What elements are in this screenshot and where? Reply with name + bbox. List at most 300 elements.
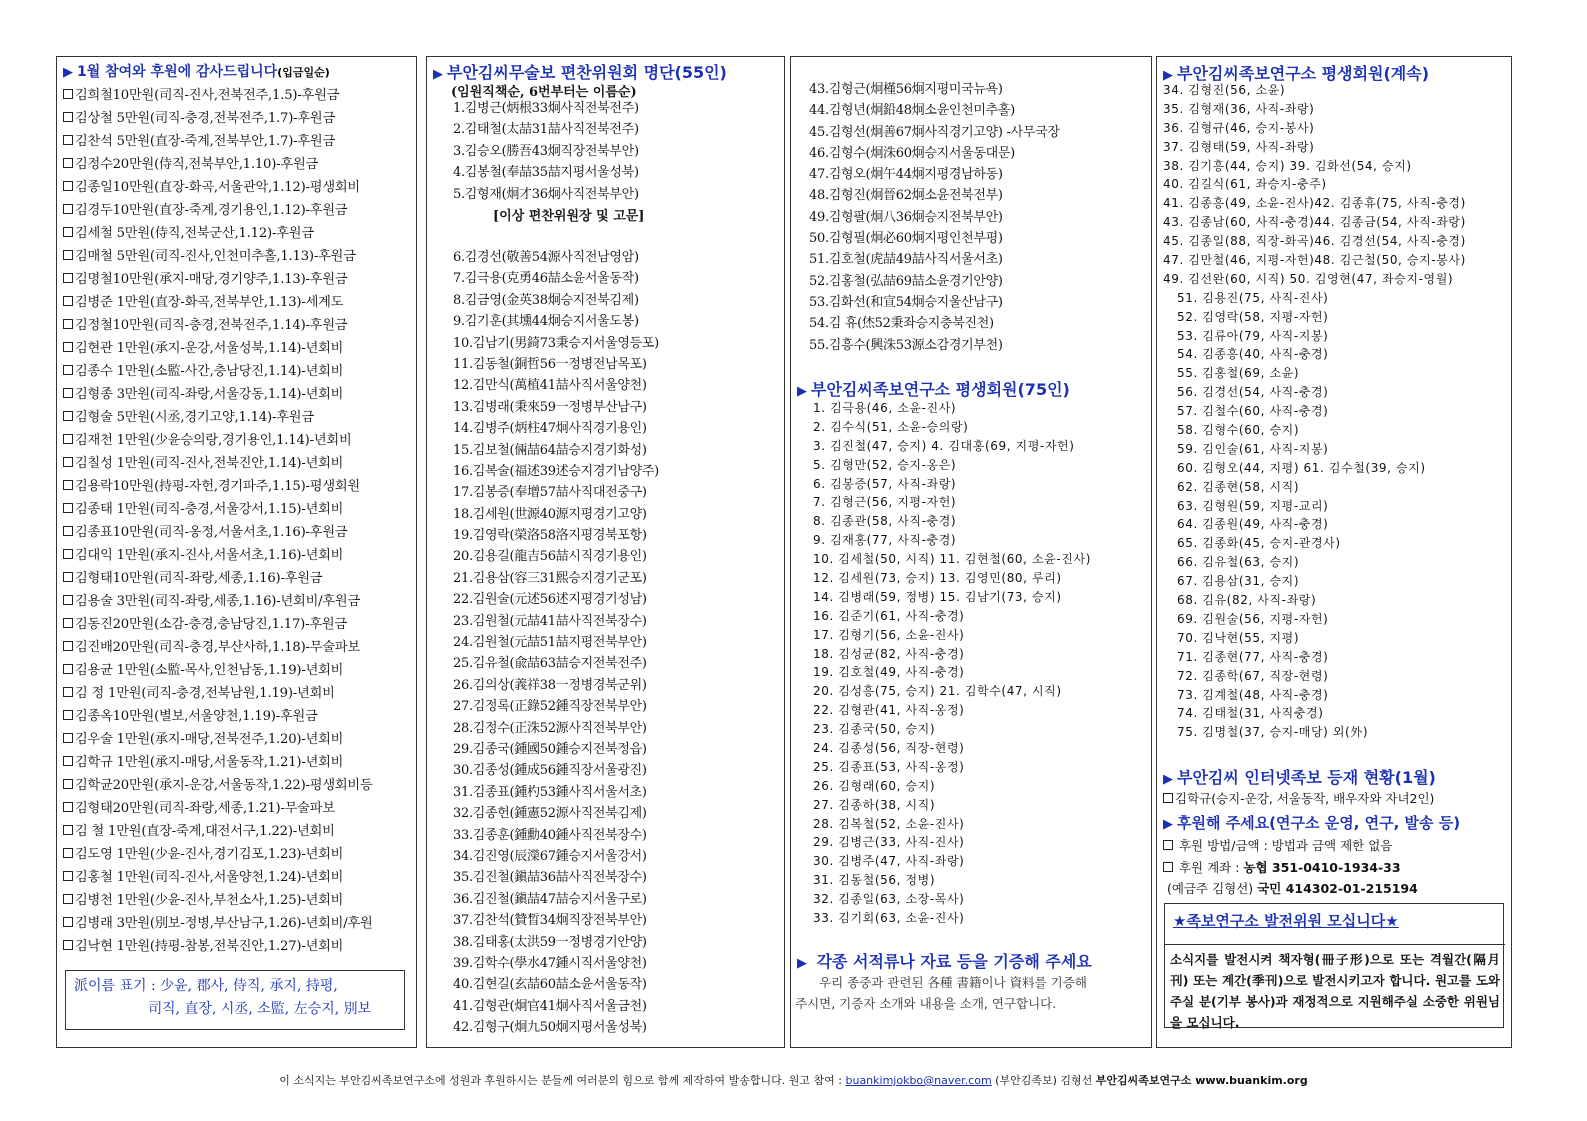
checkbox-icon [63, 411, 73, 421]
list-item-text: 김진배20만원(司직-충경,부산사하,1.18)-무술파보 [75, 640, 360, 655]
list-item-text: 9.김기훈(其壎44炯승지서울도봉) [453, 314, 639, 330]
list-item-text: 17.김봉증(奉增57喆사직대전중구) [453, 485, 647, 501]
list-item-text: 57. 김철수(60, 사직-충경) [1177, 404, 1329, 419]
list-item [1157, 629, 1466, 648]
list-item [791, 796, 1091, 815]
list-item-text: 김종일10만원(直장-화곡,서울관악,1.12)-평생회비 [75, 180, 360, 195]
list-item-text: 41. 김종흥(49, 소윤-진사)42. 김종휴(75, 사직-충경) [1163, 196, 1466, 211]
list-item-text: 1. 김극용(46, 소윤-진사) [813, 401, 957, 415]
list-item [791, 512, 1091, 531]
footer-text: (부안김족보) 김형선 [991, 1074, 1096, 1087]
list-item-text: 55. 김홍철(69, 소윤) [1177, 366, 1300, 381]
list-item [791, 292, 1060, 313]
list-item [791, 890, 1091, 909]
list-item-text: 14.김병주(炳柱47炯사직경기용인) [453, 421, 647, 437]
checkbox-icon [63, 89, 73, 99]
list-item [1157, 572, 1466, 591]
list-item [427, 98, 639, 119]
members-column [790, 56, 1152, 1048]
list-item [57, 751, 373, 774]
list-item-text: 38.김태홍(太洪59一정병경기안양) [453, 934, 647, 950]
donation-column [56, 56, 417, 1048]
support-account-label: 후원 계좌 : [1178, 860, 1244, 875]
list-item-text: 26. 김형래(60, 승지) [813, 778, 936, 793]
list-item [1157, 138, 1466, 157]
checkbox-icon [63, 595, 73, 605]
list-item-text: 16. 김준기(61, 사직-충경) [813, 608, 965, 623]
list-item [57, 199, 373, 222]
list-item [791, 758, 1091, 777]
list-item-text: 21.김용삼(容三31熙승지경기군포) [453, 570, 647, 586]
list-item-text: 69. 김원술(56, 지평-자헌) [1177, 611, 1329, 626]
list-item-text: 김칠성 1만원(司직-진사,전북진안,1.14)-년회비 [75, 456, 344, 471]
triangle-icon: ▶ [797, 956, 807, 971]
list-item [791, 815, 1091, 834]
list-item [427, 718, 659, 739]
list-item-text: 40. 김길식(61, 좌승지-충주) [1163, 177, 1327, 192]
support-method-text: 후원 방법/금액 : 방법과 금액 제한 없음 [1178, 838, 1393, 853]
list-item [791, 493, 1091, 512]
list-item [427, 589, 659, 610]
list-item-text: 22.김원술(元述56述지평경기성남) [453, 592, 647, 608]
list-item [427, 418, 659, 439]
list-item-text: 31. 김동철(56, 정병) [813, 873, 936, 888]
list-item [57, 498, 373, 521]
list-item [791, 335, 1060, 356]
committee-note: [이상 편찬위원장 및 고문] [493, 209, 645, 224]
list-item [1157, 497, 1466, 516]
list-item [427, 184, 639, 205]
internet-jokbo-item [1163, 789, 1434, 807]
list-item [791, 682, 1091, 701]
list-item [57, 636, 373, 659]
list-item-text: 48.김형진(炯晉62炯소윤전북전부) [809, 188, 1003, 204]
list-item-text: 45.김형선(炯善67炯사직경기고양) -사무국장 [809, 124, 1060, 140]
list-item [427, 568, 659, 589]
list-item [1157, 421, 1466, 440]
list-item-text: 40.김현길(玄喆60喆소윤서울동작) [453, 977, 647, 993]
list-item [57, 268, 373, 291]
list-item-text: 김종수 1만원(소監-사간,충남당진,1.14)-년회비 [75, 364, 344, 379]
list-item-text: 김재천 1만원(少윤승의랑,경기용인,1.14)-년회비 [75, 433, 352, 448]
lifetime-members-cont-list [1157, 81, 1466, 742]
checkbox-icon [63, 250, 73, 260]
list-item [57, 406, 373, 429]
legend-line: 司직, 直장, 시丞, 소監, 左승지, 別보 [148, 1001, 372, 1017]
list-item [791, 437, 1091, 456]
support-holder: (예금주 김형선) [1167, 881, 1254, 896]
list-item-text: 35.김진철(鎭喆36喆사직전북장수) [453, 870, 647, 886]
list-item [791, 701, 1091, 720]
checkbox-icon [63, 848, 73, 858]
list-item-text: 18. 김성균(82, 사직-충경) [813, 646, 965, 661]
list-item-text: 김홍철 1만원(司직-진사,서울양천,1.24)-년회비 [75, 870, 344, 885]
committee-column [426, 56, 785, 1048]
list-item-text: 64. 김종원(49, 사직-충경) [1177, 517, 1329, 532]
list-item-text: 2. 김수식(51, 소윤-승의랑) [813, 419, 969, 434]
list-item [791, 185, 1060, 206]
support-account-2 [1167, 879, 1418, 897]
list-item [791, 550, 1091, 569]
list-item-text: 54. 김종흥(40, 사직-충경) [1177, 347, 1329, 362]
list-item [1157, 251, 1466, 270]
list-item [57, 774, 373, 797]
list-item-text: 김정수20만원(侍직,전북부안,1.10)-후원금 [75, 157, 319, 172]
list-item [427, 333, 659, 354]
list-item-text: 5. 김형만(52, 승지-옹은) [813, 457, 957, 472]
list-item-text: 김희철10만원(司직-진사,전북전주,1.5)-후원금 [75, 88, 340, 103]
list-item [1157, 723, 1466, 742]
checkbox-icon [63, 871, 73, 881]
list-item [57, 659, 373, 682]
list-item [1157, 383, 1466, 402]
list-item-text: 51. 김용진(75, 사직-진사) [1177, 290, 1329, 305]
list-item-text: 김종태 1만원(司직-충경,서울강서,1.15)-년회비 [75, 502, 344, 517]
list-item [57, 475, 373, 498]
list-item [791, 271, 1060, 292]
list-item [791, 777, 1091, 796]
list-item-text: 25.김유철(兪喆63喆승지전북전주) [453, 656, 647, 672]
list-item [1157, 213, 1466, 232]
checkbox-icon [63, 572, 73, 582]
list-item [427, 247, 659, 268]
checkbox-icon [1163, 862, 1173, 872]
list-item-text: 김우술 1만원(承지-매당,전북전주,1.20)-년회비 [75, 732, 344, 747]
list-item [427, 996, 659, 1017]
committee-subtitle: (임원직책순, 6번부터는 이름순) [451, 85, 637, 100]
list-item-text: 17. 김형기(56, 소윤-진사) [813, 627, 965, 642]
checkbox-icon [63, 112, 73, 122]
committee-members-cont [791, 79, 1060, 356]
list-item-text: 김현관 1만원(承지-운강,서울성북,1.14)-년회비 [75, 341, 344, 356]
list-item [427, 632, 659, 653]
list-item [1157, 100, 1466, 119]
list-item [1157, 364, 1466, 383]
list-item-text: 김형종 3만원(司직-좌랑,서울강동,1.14)-년회비 [75, 387, 344, 402]
list-item-text: 32.김종헌(鍾憲52源사직전북김제) [453, 806, 647, 822]
list-item [791, 475, 1091, 494]
checkbox-icon [63, 342, 73, 352]
list-item [427, 1017, 659, 1038]
list-item [427, 932, 659, 953]
list-item [791, 833, 1091, 852]
list-item [1157, 402, 1466, 421]
list-item [57, 383, 373, 406]
list-item [427, 375, 659, 396]
list-item-text: 37. 김형태(59, 사직-좌랑) [1163, 139, 1315, 154]
list-item-text: 김병천 1만원(少윤-진사,부천소사,1.25)-년회비 [75, 893, 344, 908]
list-item [427, 611, 659, 632]
checkbox-icon [63, 618, 73, 628]
list-item-text: 김학균20만원(承지-운강,서울동작,1.22)-평생회비등 [75, 778, 373, 793]
triangle-icon: ▶ [1163, 817, 1173, 832]
list-item-text: 33.김종훈(鍾勳40鍾사직전북장수) [453, 827, 647, 843]
checkbox-icon [1163, 840, 1173, 850]
dev-committee-body: 소식지를 발전시켜 책자형(冊子形)으로 또는 격월간(隔月刊) 또는 계간(季刊)으로 발전시키고자 합니다. 원고를 도와주실 분(기부 봉사)과 재정적으로 지원해주실 소중한 위원님을 모십니다. [1165, 944, 1505, 1037]
support-account-kb: 국민 414302-01-215194 [1257, 881, 1418, 896]
list-item-text: 22. 김형관(41, 사직-옹정) [813, 703, 965, 718]
list-item-text: 2.김태철(太喆31喆사직전북전주) [453, 122, 639, 138]
list-item [427, 846, 659, 867]
list-item [57, 544, 373, 567]
checkbox-icon [63, 756, 73, 766]
committee-leaders [427, 98, 639, 205]
list-item [427, 162, 639, 183]
list-item [1157, 327, 1466, 346]
list-item [791, 164, 1060, 185]
list-item-text: 68. 김유(82, 사직-좌랑) [1177, 593, 1317, 608]
list-item [1157, 175, 1466, 194]
list-item [1157, 440, 1466, 459]
list-item [57, 935, 373, 958]
list-item [57, 912, 373, 935]
list-item-text: 50.김형필(炯必60炯지평인천부평) [809, 231, 1003, 247]
list-item-text: 42.김형구(炯九50炯지평서울성북) [453, 1020, 647, 1036]
list-item [1157, 534, 1466, 553]
list-item-text: 8. 김종관(58, 사직-충경) [813, 514, 957, 529]
list-item [791, 207, 1060, 228]
list-item-text: 20.김용길(龍吉56喆시직경기용인) [453, 549, 647, 565]
list-item-text: 김명철10만원(承지-매당,경기양주,1.13)-후원금 [75, 272, 348, 287]
list-item [427, 867, 659, 888]
lifetime-members-header [797, 377, 1070, 400]
checkbox-icon [63, 434, 73, 444]
list-item-text: 6.김경선(敬善54源사직전남영암) [453, 250, 639, 265]
list-item [427, 440, 659, 461]
list-item-text: 14. 김병래(59, 정병) 15. 김남기(73, 승지) [813, 589, 1062, 604]
list-item-text: 53. 김류아(79, 사직-지봉) [1177, 328, 1329, 343]
list-item-text: 33. 김기회(63, 소윤-진사) [813, 911, 965, 926]
list-item-text: 45. 김종일(88, 직장-화곡)46. 김경선(54, 사직-충경) [1163, 234, 1466, 249]
list-item [1157, 459, 1466, 478]
list-item [57, 153, 373, 176]
checkbox-icon [63, 733, 73, 743]
list-item-text: 30. 김병주(47, 사직-좌랑) [813, 854, 965, 869]
checkbox-icon [63, 480, 73, 490]
list-item [1157, 591, 1466, 610]
list-item-text: 4.김봉철(奉喆35喆지평서울성북) [453, 165, 639, 181]
list-item [1157, 270, 1466, 289]
dev-committee-title: ★족보연구소 발전위원 모십니다★ [1173, 912, 1399, 930]
checkbox-icon [63, 365, 73, 375]
footer-text: 이 소식지는 부안김씨족보연구소에 성원과 후원하시는 분들께 여러분의 힘으로 함께 제작하여 발송합니다. 원고 참여 : [279, 1074, 846, 1087]
list-item [1157, 308, 1466, 327]
checkbox-icon [63, 388, 73, 398]
list-item-text: 71. 김종현(77, 사직-충경) [1177, 649, 1329, 664]
list-item [427, 803, 659, 824]
committee-header [433, 60, 727, 83]
checkbox-icon [63, 296, 73, 306]
checkbox-icon [63, 687, 73, 697]
list-item-text: 65. 김종화(45, 승지-관경사) [1177, 536, 1341, 551]
list-item [57, 521, 373, 544]
list-item [1157, 232, 1466, 251]
list-item [57, 797, 373, 820]
checkbox-icon [63, 802, 73, 812]
list-item [1157, 686, 1466, 705]
list-item [1157, 81, 1466, 100]
list-item [791, 871, 1091, 890]
list-item-text: 김병래 3만원(別보-정병,부산남구,1.26)-년회비/후원 [75, 916, 373, 931]
list-item [1157, 194, 1466, 213]
list-item [1157, 667, 1466, 686]
list-item-text: 49. 김선완(60, 시직) 50. 김영현(47, 좌승지-영월) [1163, 271, 1454, 286]
list-item-text: 34.김진영(辰濚67鍾승지서울강서) [453, 848, 647, 864]
list-item-text: 김도영 1만원(少윤-진사,경기김포,1.23)-년회비 [75, 847, 344, 862]
support-header [1163, 812, 1460, 833]
list-item [1157, 704, 1466, 723]
list-item-text: 김정철10만원(司직-충경,전북전주,1.14)-후원금 [75, 318, 348, 333]
list-item [1157, 478, 1466, 497]
lifetime-members-cont-title: 부안김씨족보연구소 평생회원(계속) [1177, 64, 1430, 83]
list-item-text: 김낙현 1만원(持평-참봉,전북진안,1.27)-년회비 [75, 939, 344, 954]
list-item [57, 314, 373, 337]
list-item-text: 35. 김형재(36, 사직-좌랑) [1163, 101, 1315, 116]
list-item [427, 546, 659, 567]
list-item-text: 6. 김봉증(57, 사직-좌랑) [813, 476, 957, 491]
list-item [791, 739, 1091, 758]
footer-email-link[interactable]: buankimjokbo@naver.com [845, 1074, 992, 1087]
checkbox-icon [63, 457, 73, 467]
list-item-text: 13.김병래(秉來59一정병부산남구) [453, 399, 647, 415]
donate-books-text: 우리 종중과 관련된 各種 書籍이나 資料를 기증해 [819, 975, 1087, 990]
list-item [427, 290, 659, 311]
list-item [57, 107, 373, 130]
donate-books-header [797, 949, 1092, 972]
list-item-text: 38. 김기흥(44, 승지) 39. 김화선(54, 승지) [1163, 158, 1412, 173]
list-item-text: 44.김형년(炯鉛48炯소윤인천미추홀) [809, 103, 1015, 119]
internet-jokbo-header [1163, 765, 1436, 788]
list-item [1157, 119, 1466, 138]
list-item-text: 7.김극용(克勇46喆소윤서울동작) [453, 271, 639, 287]
list-item-text: 김상철 5만원(司직-충경,전북전주,1.7)-후원금 [75, 111, 336, 126]
list-item [427, 482, 659, 503]
list-item-text: 75. 김명철(37, 승지-매당) 외(外) [1177, 725, 1369, 740]
list-item-text: 5.김형재(炯才36炯사직전북부안) [453, 186, 639, 202]
list-item-text: 김동진20만원(소감-충경,충남당진,1.17)-후원금 [75, 617, 347, 632]
list-item-text: 73. 김계철(48, 사직-충경) [1177, 687, 1329, 702]
list-item [791, 456, 1091, 475]
list-item [57, 429, 373, 452]
support-title: 후원해 주세요(연구소 운영, 연구, 발송 등) [1177, 814, 1461, 832]
checkbox-icon [63, 135, 73, 145]
list-item [791, 720, 1091, 739]
list-item-text: 23.김원철(元喆41喆사직전북장수) [453, 613, 647, 629]
list-item-text: 19. 김호철(49, 사직-충경) [813, 665, 965, 680]
list-item-text: 41.김형관(炯官41炯사직서울금천) [453, 998, 647, 1014]
list-item-text: 59. 김인술(61, 사직-지봉) [1177, 441, 1329, 456]
donation-header [63, 61, 330, 81]
list-item [791, 588, 1091, 607]
footer-org: 부안김씨족보연구소 www.buankim.org [1095, 1074, 1308, 1087]
list-item-text: 12.김만식(萬植41喆사직서울양천) [453, 378, 647, 394]
list-item-text: 29. 김병근(33, 사직-진사) [813, 835, 965, 850]
list-item-text: 20. 김성흥(75, 승지) 21. 김학수(47, 시직) [813, 684, 1062, 699]
list-item-text: 김세철 5만원(侍직,전북군산,1.12)-후원금 [75, 226, 314, 241]
committee-title: 부안김씨무술보 편찬위원회 명단(55인) [447, 63, 727, 82]
list-item [427, 974, 659, 995]
list-item-text: 24. 김종성(56, 직장-현령) [813, 741, 965, 756]
list-item [57, 337, 373, 360]
checkbox-icon [1163, 793, 1173, 803]
list-item [427, 825, 659, 846]
list-item [427, 675, 659, 696]
list-item-text: 30.김종성(鍾成56鍾직장서울광진) [453, 763, 647, 779]
list-item-text: 28.김정수(正洙52源사직전북부안) [453, 720, 647, 736]
list-item-text: 49.김형팔(炯八36炯승지전북부안) [809, 209, 1003, 225]
support-method [1163, 836, 1392, 854]
list-item-text: 63. 김형원(59, 지평-교리) [1177, 498, 1329, 513]
list-item [57, 820, 373, 843]
triangle-icon: ▶ [433, 67, 443, 82]
checkbox-icon [63, 710, 73, 720]
checkbox-icon [63, 779, 73, 789]
checkbox-icon [63, 917, 73, 927]
list-item-text: 19.김영락(榮洛58洛지평경북포항) [453, 528, 647, 544]
checkbox-icon [63, 894, 73, 904]
list-item-text: 52.김홍철(弘喆69喆소윤경기안양) [809, 273, 1003, 289]
list-item [57, 682, 373, 705]
list-item [1157, 345, 1466, 364]
donate-books-text: 주시면, 기증자 소개와 내용을 소개, 연구합니다. [795, 996, 1057, 1011]
list-item-text: 36.김진철(鎭喆47喆승지서울구로) [453, 891, 647, 907]
dev-committee-box [1164, 903, 1504, 1028]
list-item-text: 23. 김종국(50, 승지) [813, 722, 936, 737]
list-item-text: 18.김세원(世源40源지평경기고양) [453, 506, 647, 522]
list-item-text: 72. 김종학(67, 직장-현령) [1177, 668, 1329, 683]
list-item [57, 130, 373, 153]
checkbox-icon [63, 204, 73, 214]
checkbox-icon [63, 158, 73, 168]
triangle-icon: ▶ [797, 384, 807, 399]
list-item [791, 100, 1060, 121]
list-item [791, 663, 1091, 682]
list-item-text: 74. 김태철(31, 사직충경) [1177, 706, 1324, 721]
list-item-text: 60. 김형오(44, 지평) 61. 김수철(39, 승지) [1177, 460, 1426, 475]
triangle-icon: ▶ [1163, 68, 1173, 83]
list-item-text: 46.김형수(炯洙60炯승지서울동대문) [809, 145, 1015, 161]
list-item [791, 645, 1091, 664]
list-item-text: 34. 김형진(56, 소윤) [1163, 83, 1286, 97]
list-item-text: 11.김동철(銅哲56一정병전남목포) [453, 356, 647, 372]
pa-legend [65, 970, 405, 1030]
list-item [791, 228, 1060, 249]
list-item-text: 3.김승오(勝吾43炯직장전북부안) [453, 143, 639, 159]
support-account-nh: 농협 351-0410-1934-33 [1243, 860, 1401, 875]
list-item-text: 김종표10만원(司직-옹정,서울서초,1.16)-후원금 [75, 525, 348, 540]
list-item [57, 84, 373, 107]
list-item [791, 79, 1060, 100]
list-item-text: 31.김종표(鍾杓53鍾사직서울서초) [453, 784, 647, 800]
list-item [57, 843, 373, 866]
checkbox-icon [63, 549, 73, 559]
list-item [791, 313, 1060, 334]
list-item-text: 27.김정록(正錄52鍾직장전북부안) [453, 699, 647, 715]
list-item [791, 909, 1091, 928]
donation-list [57, 84, 373, 958]
list-item [1157, 515, 1466, 534]
list-item-text: 27. 김종하(38, 시직) [813, 797, 936, 812]
list-item-text: 김병준 1만원(直장-화곡,전북부안,1.13)-세계도 [75, 295, 344, 310]
list-item-text: 56. 김경선(54, 사직-충경) [1177, 385, 1329, 400]
list-item [427, 653, 659, 674]
list-item-text: 김 철 1만원(直장-죽계,대전서구,1.22)-년회비 [75, 824, 335, 839]
list-item-text: 8.김금영(金英38炯승지전북김제) [453, 292, 639, 308]
list-item-text: 김형태20만원(司직-좌랑,세종,1.21)-무술파보 [75, 801, 335, 816]
list-item-text: 3. 김진철(47, 승지) 4. 김대홍(69, 지평-자헌) [813, 438, 1075, 453]
checkbox-icon [63, 664, 73, 674]
list-item [57, 222, 373, 245]
